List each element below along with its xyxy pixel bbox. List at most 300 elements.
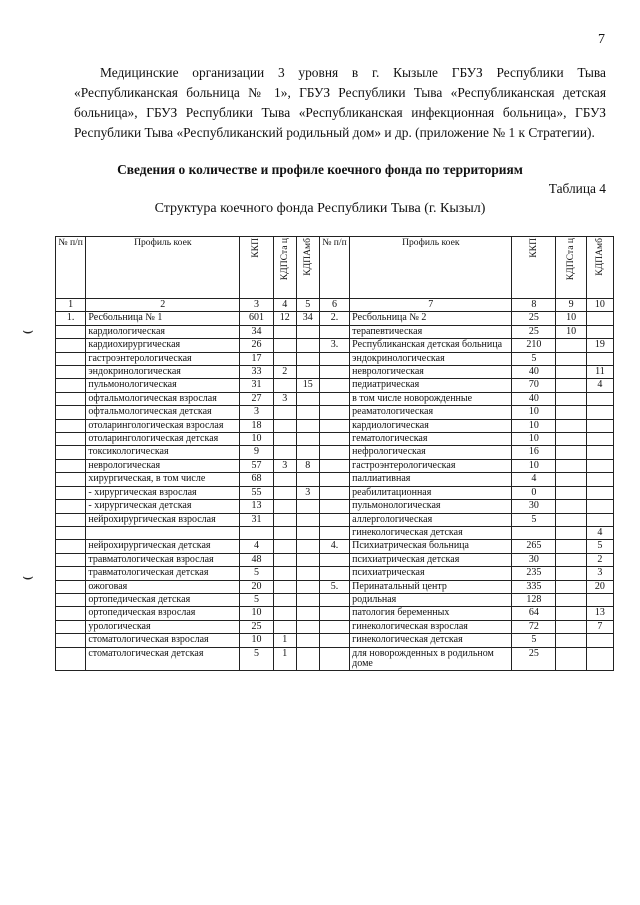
table-row bbox=[56, 352, 614, 365]
profile-name: гематологическая bbox=[350, 433, 512, 446]
kdp-amb-value bbox=[586, 406, 613, 419]
table-row bbox=[56, 607, 614, 620]
profile-name: пульмонологическая bbox=[350, 500, 512, 513]
kdp-stac-value: 10 bbox=[556, 312, 586, 325]
row-number: 3. bbox=[319, 339, 349, 352]
profile-name: патология беременных bbox=[350, 607, 512, 620]
profile-name: гинекологическая взрослая bbox=[350, 620, 512, 633]
kdp-amb-value bbox=[296, 446, 319, 459]
row-number bbox=[56, 540, 86, 553]
kdp-stac-value bbox=[556, 392, 586, 405]
table-row bbox=[56, 567, 614, 580]
row-number bbox=[56, 325, 86, 338]
kdp-amb-value: 7 bbox=[586, 620, 613, 633]
kdp-amb-value bbox=[296, 339, 319, 352]
kdp-stac-value bbox=[556, 366, 586, 379]
kdp-stac-value bbox=[273, 620, 296, 633]
kdp-stac-value: 12 bbox=[273, 312, 296, 325]
kdp-amb-value bbox=[586, 647, 613, 671]
row-number bbox=[319, 553, 349, 566]
kdp-stac-value bbox=[556, 553, 586, 566]
profile-name: кардиохирургическая bbox=[86, 339, 240, 352]
profile-name: эндокринологическая bbox=[350, 352, 512, 365]
kkp-value: 601 bbox=[240, 312, 274, 325]
table-row bbox=[56, 325, 614, 338]
kdp-stac-value bbox=[273, 513, 296, 526]
profile-name: травматологическая детская bbox=[86, 567, 240, 580]
bed-fund-table bbox=[55, 236, 614, 671]
profile-name: ортопедическая детская bbox=[86, 593, 240, 606]
kdp-amb-value bbox=[296, 392, 319, 405]
kkp-value: 25 bbox=[512, 312, 556, 325]
kkp-value: 4 bbox=[240, 540, 274, 553]
row-number bbox=[319, 647, 349, 671]
kdp-amb-value bbox=[296, 473, 319, 486]
profile-name: реабилитационная bbox=[350, 486, 512, 499]
col-header-label: КДПСта ц bbox=[564, 238, 576, 281]
kdp-amb-value: 13 bbox=[586, 607, 613, 620]
kdp-amb-value bbox=[296, 513, 319, 526]
kdp-stac-value: 1 bbox=[273, 634, 296, 647]
profile-name: терапевтическая bbox=[350, 325, 512, 338]
index-cell: 2 bbox=[86, 299, 240, 312]
kdp-stac-value bbox=[556, 634, 586, 647]
margin-mark: ⌣ bbox=[22, 566, 34, 586]
kkp-value: 17 bbox=[240, 352, 274, 365]
col-header-kkp bbox=[512, 237, 556, 299]
profile-name: нейрохирургическая детская bbox=[86, 540, 240, 553]
row-number bbox=[56, 406, 86, 419]
profile-name: в том числе новорожденные bbox=[350, 392, 512, 405]
table-row bbox=[56, 580, 614, 593]
row-number bbox=[56, 352, 86, 365]
page-number: 7 bbox=[598, 32, 605, 47]
kkp-value: 4 bbox=[512, 473, 556, 486]
kdp-amb-value: 8 bbox=[296, 459, 319, 472]
profile-name: нейрохирургическая взрослая bbox=[86, 513, 240, 526]
table-row bbox=[56, 433, 614, 446]
row-number bbox=[319, 593, 349, 606]
profile-name: - хирургическая детская bbox=[86, 500, 240, 513]
table-row bbox=[56, 634, 614, 647]
row-number bbox=[319, 379, 349, 392]
table-row bbox=[56, 540, 614, 553]
row-number bbox=[56, 607, 86, 620]
kdp-amb-value: 15 bbox=[296, 379, 319, 392]
kkp-value: 30 bbox=[512, 500, 556, 513]
kkp-value: 335 bbox=[512, 580, 556, 593]
kkp-value: 5 bbox=[240, 567, 274, 580]
kkp-value: 48 bbox=[240, 553, 274, 566]
row-number bbox=[319, 433, 349, 446]
row-number: 2. bbox=[319, 312, 349, 325]
profile-name: для новорожденных в родильном доме bbox=[350, 647, 512, 671]
kdp-amb-value bbox=[296, 366, 319, 379]
kkp-value: 13 bbox=[240, 500, 274, 513]
table-title: Структура коечного фонда Республики Тыва (г. Кызыл) bbox=[154, 201, 486, 216]
kkp-value: 5 bbox=[512, 513, 556, 526]
row-number bbox=[319, 446, 349, 459]
profile-name: Перинатальный центр bbox=[350, 580, 512, 593]
kdp-amb-value bbox=[296, 500, 319, 513]
col-header-num bbox=[319, 237, 349, 299]
kdp-stac-value: 1 bbox=[273, 647, 296, 671]
kdp-amb-value bbox=[296, 540, 319, 553]
kdp-amb-value bbox=[296, 419, 319, 432]
kdp-stac-value bbox=[273, 486, 296, 499]
kdp-amb-value bbox=[586, 486, 613, 499]
profile-name bbox=[86, 526, 240, 539]
profile-name: токсикологическая bbox=[86, 446, 240, 459]
col-header-profile bbox=[86, 237, 240, 299]
row-number bbox=[56, 433, 86, 446]
row-number bbox=[319, 607, 349, 620]
kdp-amb-value: 3 bbox=[296, 486, 319, 499]
table-header-row bbox=[56, 237, 614, 299]
kdp-amb-value bbox=[586, 473, 613, 486]
kdp-stac-value bbox=[556, 486, 586, 499]
table-row bbox=[56, 366, 614, 379]
kdp-amb-value bbox=[296, 526, 319, 539]
col-header-label: № п/п bbox=[58, 237, 83, 248]
row-number bbox=[319, 459, 349, 472]
kdp-stac-value bbox=[273, 540, 296, 553]
table-row bbox=[56, 647, 614, 671]
col-header-label: Профиль коек bbox=[134, 237, 192, 248]
kdp-stac-value: 3 bbox=[273, 459, 296, 472]
row-number bbox=[56, 567, 86, 580]
kdp-amb-value: 11 bbox=[586, 366, 613, 379]
row-number bbox=[56, 513, 86, 526]
table-row bbox=[56, 392, 614, 405]
table-row bbox=[56, 459, 614, 472]
profile-name: ожоговая bbox=[86, 580, 240, 593]
kkp-value: 27 bbox=[240, 392, 274, 405]
kkp-value: 68 bbox=[240, 473, 274, 486]
kdp-amb-value: 19 bbox=[586, 339, 613, 352]
profile-name: гинекологическая детская bbox=[350, 634, 512, 647]
row-number bbox=[319, 500, 349, 513]
col-header-kdpamb bbox=[296, 237, 319, 299]
table-number: Таблица 4 bbox=[548, 181, 606, 196]
kkp-value: 25 bbox=[512, 647, 556, 671]
profile-name: психиатрическая детская bbox=[350, 553, 512, 566]
row-number bbox=[319, 526, 349, 539]
row-number bbox=[56, 593, 86, 606]
profile-name: травматологическая взрослая bbox=[86, 553, 240, 566]
profile-name: урологическая bbox=[86, 620, 240, 633]
kkp-value: 10 bbox=[512, 419, 556, 432]
kkp-value: 210 bbox=[512, 339, 556, 352]
kdp-stac-value bbox=[273, 433, 296, 446]
kdp-amb-value bbox=[586, 433, 613, 446]
profile-name: нефрологическая bbox=[350, 446, 512, 459]
kdp-amb-value bbox=[296, 406, 319, 419]
kdp-stac-value bbox=[556, 446, 586, 459]
profile-name: гастроэнтерологическая bbox=[350, 459, 512, 472]
profile-name: пульмонологическая bbox=[86, 379, 240, 392]
kdp-stac-value bbox=[556, 620, 586, 633]
kdp-stac-value bbox=[273, 406, 296, 419]
kdp-amb-value bbox=[296, 325, 319, 338]
row-number bbox=[319, 406, 349, 419]
kkp-value: 34 bbox=[240, 325, 274, 338]
table-row bbox=[56, 312, 614, 325]
kdp-amb-value bbox=[586, 325, 613, 338]
col-header-kkp bbox=[240, 237, 274, 299]
kkp-value: 10 bbox=[240, 433, 274, 446]
row-number bbox=[319, 352, 349, 365]
profile-name: Ресбольница № 2 bbox=[350, 312, 512, 325]
table-row bbox=[56, 379, 614, 392]
kkp-value: 26 bbox=[240, 339, 274, 352]
kdp-amb-value bbox=[296, 647, 319, 671]
profile-name: гинекологическая детская bbox=[350, 526, 512, 539]
table-row bbox=[56, 593, 614, 606]
kdp-stac-value bbox=[556, 459, 586, 472]
margin-mark: ⌣ bbox=[22, 320, 34, 340]
table-row bbox=[56, 419, 614, 432]
kkp-value: 10 bbox=[512, 406, 556, 419]
kdp-stac-value: 3 bbox=[273, 392, 296, 405]
kdp-stac-value: 10 bbox=[556, 325, 586, 338]
table-row bbox=[56, 446, 614, 459]
kkp-value bbox=[512, 526, 556, 539]
kdp-amb-value bbox=[296, 352, 319, 365]
index-cell: 5 bbox=[296, 299, 319, 312]
profile-name: неврологическая bbox=[350, 366, 512, 379]
kdp-stac-value bbox=[556, 352, 586, 365]
kkp-value: 25 bbox=[240, 620, 274, 633]
row-number bbox=[56, 473, 86, 486]
kkp-value: 5 bbox=[240, 593, 274, 606]
col-header-label: ККП bbox=[527, 238, 539, 258]
kdp-stac-value bbox=[556, 339, 586, 352]
table-row bbox=[56, 406, 614, 419]
table-row bbox=[56, 500, 614, 513]
kkp-value bbox=[240, 526, 274, 539]
col-header-label: № п/п bbox=[322, 237, 347, 248]
profile-name: Республиканская детская больница bbox=[350, 339, 512, 352]
kdp-stac-value bbox=[273, 379, 296, 392]
kdp-stac-value bbox=[556, 580, 586, 593]
row-number bbox=[56, 392, 86, 405]
kdp-stac-value: 2 bbox=[273, 366, 296, 379]
row-number bbox=[319, 486, 349, 499]
profile-name: - хирургическая взрослая bbox=[86, 486, 240, 499]
section-heading: Сведения о количестве и профиле коечного фонда по территориям bbox=[117, 162, 523, 177]
profile-name: паллиативная bbox=[350, 473, 512, 486]
kkp-value: 5 bbox=[512, 634, 556, 647]
kdp-amb-value bbox=[296, 634, 319, 647]
kdp-amb-value bbox=[586, 446, 613, 459]
kdp-amb-value: 3 bbox=[586, 567, 613, 580]
kkp-value: 128 bbox=[512, 593, 556, 606]
row-number bbox=[319, 473, 349, 486]
col-header-kdpamb bbox=[586, 237, 613, 299]
profile-name: ортопедическая взрослая bbox=[86, 607, 240, 620]
index-cell: 8 bbox=[512, 299, 556, 312]
row-number: 5. bbox=[319, 580, 349, 593]
col-header-label: КДПАмб bbox=[593, 238, 605, 276]
kdp-stac-value bbox=[556, 526, 586, 539]
index-cell: 4 bbox=[273, 299, 296, 312]
kdp-amb-value bbox=[296, 580, 319, 593]
kdp-amb-value bbox=[296, 433, 319, 446]
kkp-value: 18 bbox=[240, 419, 274, 432]
col-header-kdpstac bbox=[273, 237, 296, 299]
kkp-value: 40 bbox=[512, 366, 556, 379]
profile-name: гастроэнтерологическая bbox=[86, 352, 240, 365]
kdp-amb-value bbox=[586, 312, 613, 325]
index-cell: 3 bbox=[240, 299, 274, 312]
kkp-value: 10 bbox=[512, 433, 556, 446]
kdp-stac-value bbox=[556, 379, 586, 392]
profile-name: офтальмологическая детская bbox=[86, 406, 240, 419]
kdp-amb-value: 20 bbox=[586, 580, 613, 593]
profile-name: отоларингологическая детская bbox=[86, 433, 240, 446]
table-row bbox=[56, 526, 614, 539]
kdp-stac-value bbox=[556, 540, 586, 553]
profile-name: педиатрическая bbox=[350, 379, 512, 392]
row-number bbox=[319, 366, 349, 379]
kkp-value: 31 bbox=[240, 379, 274, 392]
kkp-value: 72 bbox=[512, 620, 556, 633]
col-header-label: Профиль коек bbox=[402, 237, 460, 248]
kkp-value: 9 bbox=[240, 446, 274, 459]
kdp-stac-value bbox=[556, 647, 586, 671]
profile-name: реаматологическая bbox=[350, 406, 512, 419]
kkp-value: 31 bbox=[240, 513, 274, 526]
kkp-value: 16 bbox=[512, 446, 556, 459]
row-number: 4. bbox=[319, 540, 349, 553]
col-header-label: ККП bbox=[250, 238, 262, 258]
col-header-label: КДПАмб bbox=[301, 238, 313, 276]
kdp-amb-value bbox=[296, 553, 319, 566]
kdp-stac-value bbox=[273, 567, 296, 580]
row-number bbox=[56, 379, 86, 392]
kdp-stac-value bbox=[556, 419, 586, 432]
kkp-value: 20 bbox=[240, 580, 274, 593]
kdp-stac-value bbox=[273, 580, 296, 593]
col-header-kdpstac bbox=[556, 237, 586, 299]
index-cell: 1 bbox=[56, 299, 86, 312]
kkp-value: 0 bbox=[512, 486, 556, 499]
kdp-amb-value bbox=[586, 634, 613, 647]
profile-name: офтальмологическая взрослая bbox=[86, 392, 240, 405]
row-number bbox=[56, 580, 86, 593]
row-number bbox=[319, 325, 349, 338]
profile-name: аллергологическая bbox=[350, 513, 512, 526]
kkp-value: 5 bbox=[240, 647, 274, 671]
kdp-amb-value bbox=[296, 593, 319, 606]
kdp-amb-value bbox=[586, 459, 613, 472]
kdp-amb-value: 2 bbox=[586, 553, 613, 566]
kkp-value: 10 bbox=[240, 634, 274, 647]
row-number bbox=[56, 366, 86, 379]
row-number bbox=[56, 526, 86, 539]
table-body bbox=[56, 299, 614, 671]
profile-name: психиатрическая bbox=[350, 567, 512, 580]
row-number bbox=[319, 634, 349, 647]
kdp-stac-value bbox=[273, 593, 296, 606]
profile-name: хирургическая, в том числе bbox=[86, 473, 240, 486]
kkp-value: 70 bbox=[512, 379, 556, 392]
kdp-amb-value bbox=[296, 607, 319, 620]
profile-name: кардиологическая bbox=[350, 419, 512, 432]
row-number bbox=[56, 553, 86, 566]
kdp-amb-value bbox=[586, 513, 613, 526]
row-number bbox=[319, 419, 349, 432]
col-header-num bbox=[56, 237, 86, 299]
row-number bbox=[56, 634, 86, 647]
table-row bbox=[56, 473, 614, 486]
table-row bbox=[56, 553, 614, 566]
kdp-amb-value bbox=[586, 392, 613, 405]
kdp-stac-value bbox=[273, 419, 296, 432]
row-number bbox=[56, 446, 86, 459]
kkp-value: 10 bbox=[240, 607, 274, 620]
row-number bbox=[56, 459, 86, 472]
kdp-stac-value bbox=[273, 352, 296, 365]
index-cell: 9 bbox=[556, 299, 586, 312]
profile-name: Рес6ольница № 1 bbox=[86, 312, 240, 325]
kdp-amb-value bbox=[586, 352, 613, 365]
index-cell: 7 bbox=[350, 299, 512, 312]
kkp-value: 235 bbox=[512, 567, 556, 580]
row-number bbox=[56, 647, 86, 671]
kkp-value: 25 bbox=[512, 325, 556, 338]
kdp-amb-value bbox=[586, 500, 613, 513]
kkp-value: 5 bbox=[512, 352, 556, 365]
profile-name: отоларингологическая взрослая bbox=[86, 419, 240, 432]
kdp-stac-value bbox=[556, 406, 586, 419]
kdp-stac-value bbox=[273, 473, 296, 486]
row-number bbox=[319, 620, 349, 633]
table-row bbox=[56, 513, 614, 526]
kdp-stac-value bbox=[556, 513, 586, 526]
kdp-stac-value bbox=[273, 553, 296, 566]
row-number bbox=[319, 567, 349, 580]
kkp-value: 3 bbox=[240, 406, 274, 419]
kdp-stac-value bbox=[556, 500, 586, 513]
kdp-stac-value bbox=[556, 433, 586, 446]
kdp-stac-value bbox=[273, 500, 296, 513]
column-index-row bbox=[56, 299, 614, 312]
kkp-value: 40 bbox=[512, 392, 556, 405]
profile-name: стоматологическая детская bbox=[86, 647, 240, 671]
col-header-profile bbox=[350, 237, 512, 299]
profile-name: неврологическая bbox=[86, 459, 240, 472]
kkp-value: 10 bbox=[512, 459, 556, 472]
index-cell: 6 bbox=[319, 299, 349, 312]
profile-name: стоматологическая взрослая bbox=[86, 634, 240, 647]
kdp-stac-value bbox=[556, 593, 586, 606]
kdp-amb-value: 4 bbox=[586, 526, 613, 539]
kdp-amb-value bbox=[296, 567, 319, 580]
kkp-value: 55 bbox=[240, 486, 274, 499]
col-header-label: КДПСта ц bbox=[278, 238, 290, 281]
kkp-value: 33 bbox=[240, 366, 274, 379]
profile-name: родильная bbox=[350, 593, 512, 606]
kkp-value: 57 bbox=[240, 459, 274, 472]
kdp-amb-value: 4 bbox=[586, 379, 613, 392]
row-number bbox=[56, 339, 86, 352]
row-number bbox=[56, 500, 86, 513]
table-row bbox=[56, 486, 614, 499]
kdp-amb-value: 5 bbox=[586, 540, 613, 553]
profile-name: Психиатрическая больница bbox=[350, 540, 512, 553]
